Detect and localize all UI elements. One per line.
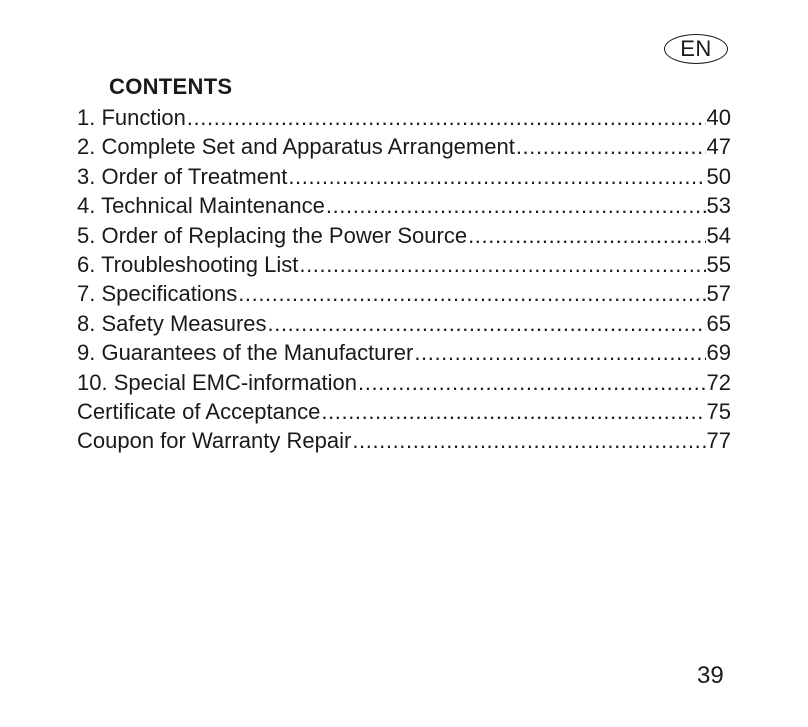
toc-leader-dots [187,103,706,132]
toc-entry-label: 2. Complete Set and Apparatus Arrangement [77,134,515,160]
toc-entry-certificate [77,397,731,426]
toc-entry-complete-set [77,132,731,161]
toc-leader-dots [358,368,706,397]
toc-entry-label: 3. Order of Treatment [77,163,288,189]
toc-entry-label: 5. Order of Replacing the Power Source [77,222,468,248]
toc-leader-dots [352,426,705,455]
toc-entry-page: 55 [706,251,731,277]
toc-entry-guarantees [77,338,731,367]
toc-entry-label: 7. Specifications [77,281,238,307]
toc-entry-troubleshooting [77,250,731,279]
toc-entry-label: 10. Special EMC-information [77,369,358,395]
toc-entry-power-source [77,221,731,250]
table-of-contents [77,103,731,456]
toc-entry-page: 47 [706,134,731,160]
toc-leader-dots [288,162,705,191]
toc-entry-label: 9. Guarantees of the Manufacturer [77,340,414,366]
toc-entry-label: 4. Technical Maintenance [77,193,325,219]
toc-entry-page: 75 [706,398,731,424]
toc-entry-function [77,103,731,132]
toc-entry-page: 65 [706,310,731,336]
contents-title: CONTENTS [109,74,233,99]
toc-entry-page: 57 [706,281,731,307]
toc-entry-page: 53 [706,193,731,219]
toc-entry-specifications [77,279,731,308]
toc-entry-page: 40 [706,105,731,130]
toc-leader-dots [299,250,705,279]
toc-entry-page: 72 [706,369,731,395]
language-badge: EN [664,34,728,64]
toc-entry-label: 6. Troubleshooting List [77,251,299,277]
toc-leader-dots [238,279,705,308]
toc-entry-page: 50 [706,163,731,189]
toc-leader-dots [516,132,706,161]
toc-entry-emc-information [77,368,731,397]
toc-entry-label: 8. Safety Measures [77,310,267,336]
toc-leader-dots [468,221,705,250]
toc-entry-order-of-treatment [77,162,731,191]
toc-entry-page: 77 [706,428,731,454]
toc-entry-technical-maintenance [77,191,731,220]
toc-leader-dots [326,191,706,220]
toc-entry-label: 1. Function [77,105,186,130]
toc-entry-label: Certificate of Acceptance [77,398,321,424]
toc-entry-safety-measures [77,309,731,338]
page-number: 39 [697,662,724,689]
toc-leader-dots [268,309,706,338]
toc-leader-dots [321,397,705,426]
toc-entry-warranty-coupon [77,426,731,455]
toc-leader-dots [414,338,705,367]
toc-entry-page: 69 [706,340,731,366]
toc-entry-page: 54 [706,222,731,248]
toc-entry-label: Coupon for Warranty Repair [77,428,352,454]
